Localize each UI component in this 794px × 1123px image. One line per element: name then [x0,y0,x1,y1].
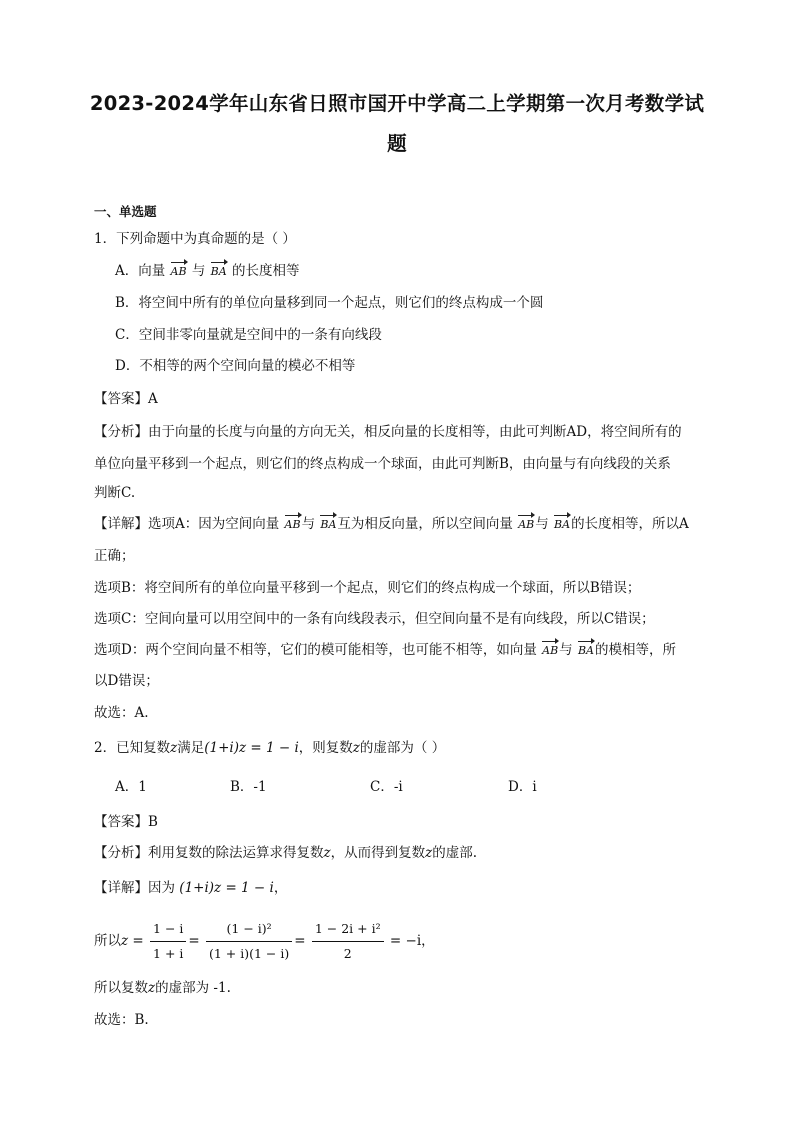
fraction-1: $\frac{1 - i}{1 + i}$ [150,918,186,965]
q2-options [115,777,575,797]
q2-detail-line-2: 所以z = $\frac{1 - i}{1 + i}$ = $\frac{\text{(1 − i)²}}{(1 + i)(1 - i)}$ = $\frac{\text{1 − 2i + i²}}{2}$ = −i， [94,918,435,965]
q1-detail-line-6: 以D错误； [94,673,159,689]
q2-option-b: B．-1 [230,779,267,795]
vector-ab: AB [284,515,302,535]
fraction-2: $\frac{\text{(1 − i)²}}{(1 + i)(1 - i)}$ [206,918,292,965]
q2-equation: (1+i)z = 1 − i [204,740,299,756]
q1-detail-line-3: 选项B：将空间所有的单位向量平移到一个起点，则它们的终点构成一个球面，所以B错误； [94,580,641,596]
vector-ba: BA [319,515,337,535]
q1-option-b: B．将空间中所有的单位向量移到同一个起点，则它们的终点构成一个圆 [115,295,544,311]
vector-ba: BA [210,262,228,282]
q2-stem: 2．已知复数z满足(1+i)z = 1 − i，则复数z的虚部为（ ） [94,740,446,756]
q1-detail-line-1: 【详解】选项A：因为空间向量 AB与 BA互为相反向量，所以空间向量 AB与 BA的长度相等，所以A [94,514,689,535]
q2-option-d: D．i [508,779,537,795]
document-title [80,84,714,164]
q1-option-c: C．空间非零向量就是空间中的一条有向线段 [115,327,382,343]
q2-analysis: 【分析】利用复数的除法运算求得复数z，从而得到复数z的虚部. [94,845,478,861]
q1-detail-line-4: 选项C：空间向量可以用空间中的一条有向线段表示，但空间向量不是有向线段，所以C错误； [94,611,655,627]
q1-analysis-line-2: 单位向量平移到一个起点，则它们的终点构成一个球面，由此可判断B，由向量与有向线段的关系 [94,456,671,472]
q1-answer: 【答案】A [94,391,158,407]
q1-option-d: D．不相等的两个空间向量的模必不相等 [115,358,356,374]
q2-conclusion: 故选：B. [94,1012,149,1028]
fraction-3: $\frac{\text{1 − 2i + i²}}{2}$ [312,918,384,965]
q1-conclusion: 故选：A. [94,705,149,721]
q1-detail-line-5: 选项D：两个空间向量不相等，它们的模可能相等，也可能不相等，如向量 AB与 BA的模相等，所 [94,640,676,661]
q1-stem: 1．下列命题中为真命题的是（ ） [94,231,296,247]
q1-analysis-line-3: 判断C. [94,485,136,501]
vector-ba: BA [577,641,595,661]
title-line-2: 题 [387,132,407,155]
q2-option-c: C．-i [370,779,403,795]
q2-answer: 【答案】B [94,814,158,830]
vector-ba: BA [553,515,571,535]
section-heading: 一、单选题 [94,204,157,219]
q1-detail-line-2: 正确； [94,548,135,564]
q1-analysis-line-1: 【分析】由于向量的长度与向量的方向无关，相反向量的长度相等，由此可判断AD，将空间所有的 [94,424,682,440]
vector-ab: AB [517,515,535,535]
q2-option-a: A．1 [115,779,147,795]
vector-ab: AB [170,262,188,282]
q2-detail-line-1: 【详解】因为 (1+i)z = 1 − i， [94,880,288,896]
vector-ab: AB [541,641,559,661]
q1-option-a: A．向量 AB 与 BA 的长度相等 [115,261,300,282]
q2-detail-line-3: 所以复数z的虚部为 -1. [94,980,231,996]
title-line-1: 2023-2024学年山东省日照市国开中学高二上学期第一次月考数学试 [89,92,705,115]
